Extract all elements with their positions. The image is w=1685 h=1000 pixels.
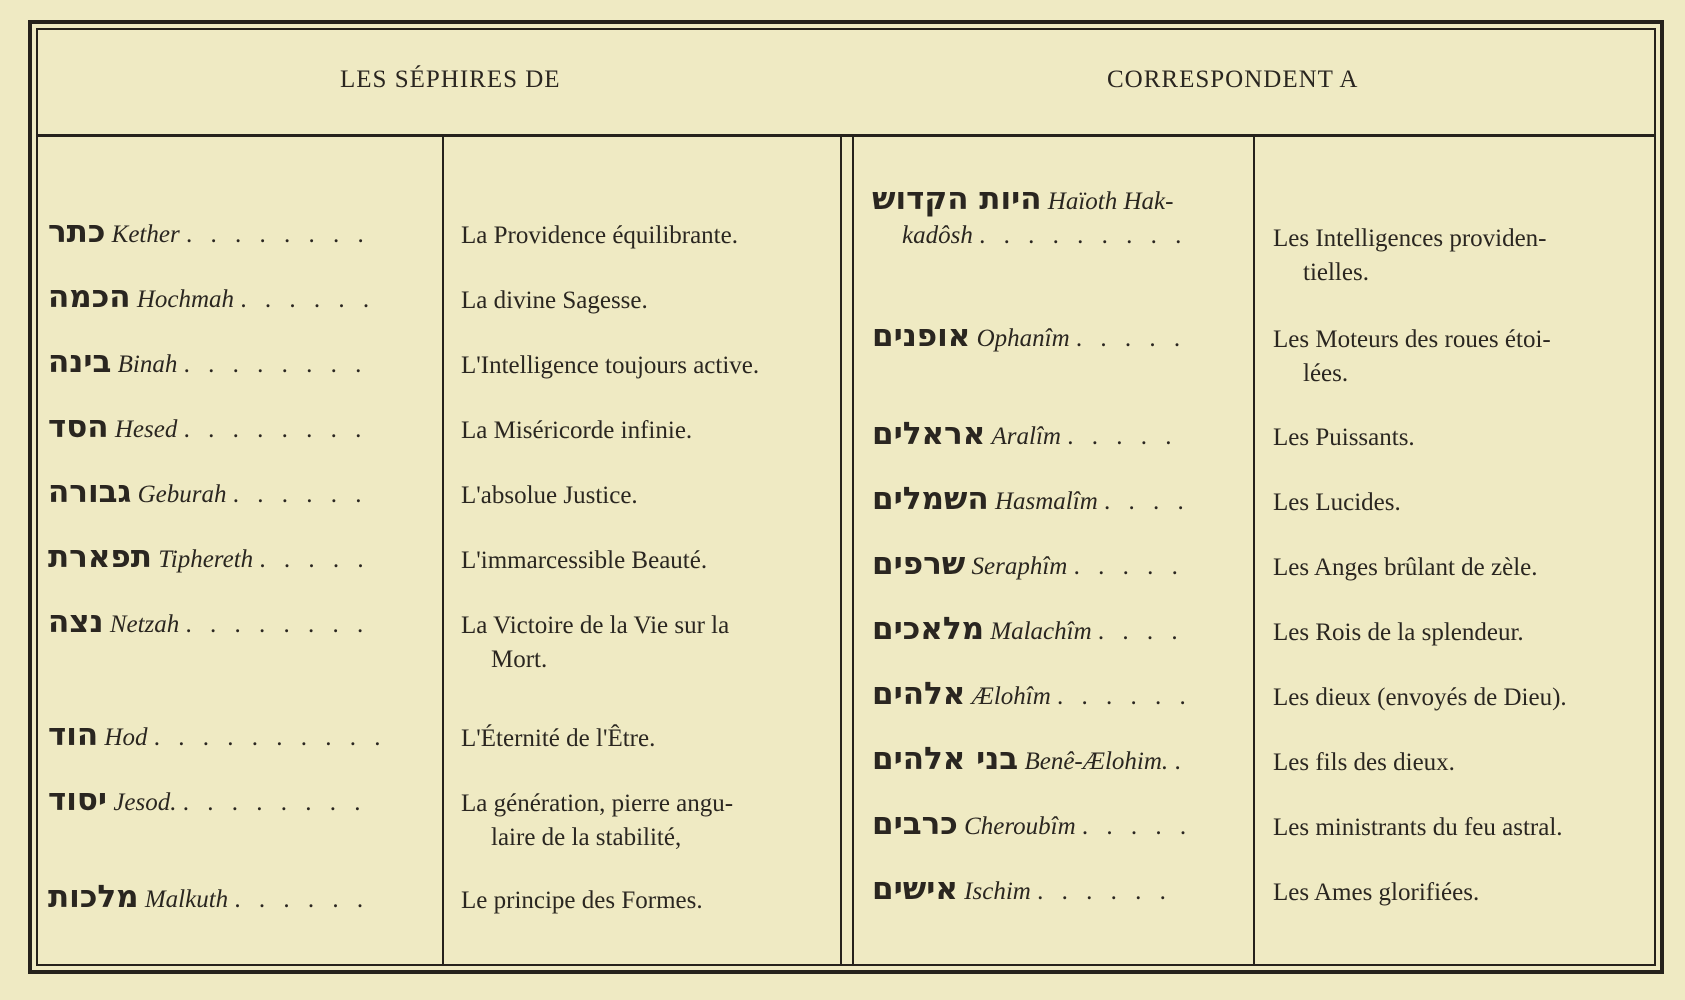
- meaning-text: Les Rois de la splendeur.: [1273, 619, 1524, 646]
- meaning-text: Les Anges brûlant de zèle.: [1273, 554, 1538, 581]
- leader-dots: . . . . .: [259, 546, 370, 573]
- order-meaning-row: [1273, 222, 1547, 290]
- order-meaning-row: [1273, 551, 1538, 585]
- header-right: CORRESPONDENT A: [1107, 66, 1359, 93]
- sephira-row: [48, 475, 368, 512]
- sephira-meaning-row: [461, 349, 759, 383]
- order-name: Cheroubîm: [964, 813, 1076, 840]
- leader-dots: . . . . . .: [232, 481, 368, 508]
- leader-dots: . . . . . . . .: [183, 416, 368, 443]
- hebrew-name: אישים: [872, 871, 958, 907]
- order-name: Malachîm: [990, 618, 1092, 645]
- order-row: [872, 417, 1177, 454]
- hebrew-name: כרבים: [872, 806, 958, 842]
- sephira-meaning-row: [461, 609, 729, 677]
- order-name: Ischim: [964, 878, 1031, 905]
- order-row: [872, 319, 1186, 356]
- meaning-text: Les Moteurs des roues étoi-: [1273, 326, 1551, 353]
- hebrew-name: הסד: [48, 409, 109, 445]
- sephira-name: Geburah: [137, 481, 227, 508]
- order-meaning-row: [1273, 616, 1524, 650]
- sephira-row: [48, 410, 367, 447]
- order-name: Hasmalîm: [994, 488, 1098, 515]
- leader-dots: . . . . . . . . . .: [153, 724, 387, 751]
- leader-dots: .: [1174, 748, 1187, 775]
- order-row: [872, 612, 1184, 649]
- sephira-meaning-row: [461, 722, 655, 756]
- meaning-text-cont: Mort.: [491, 646, 548, 673]
- hebrew-name: מלכות: [48, 879, 139, 915]
- header-divider: [38, 134, 1654, 137]
- sephira-name: Tiphereth: [158, 546, 254, 573]
- order-meaning-row: [1273, 323, 1551, 391]
- leader-dots: . . . . . .: [1057, 683, 1192, 710]
- hebrew-name: שרפים: [872, 546, 966, 582]
- leader-dots: . . . . . . . . .: [979, 222, 1188, 249]
- order-row: [872, 807, 1192, 844]
- hebrew-name: היות הקדוש: [872, 181, 1042, 217]
- leader-dots: . . . . . .: [1037, 878, 1172, 905]
- sephira-row: [48, 215, 370, 252]
- sephira-row: [48, 783, 367, 820]
- column-divider-2a: [840, 136, 842, 965]
- sephira-meaning-row: [461, 479, 638, 513]
- sephira-name: Hod: [104, 724, 148, 751]
- meaning-text: La génération, pierre angu-: [461, 790, 734, 817]
- order-meaning-row: [1273, 876, 1479, 910]
- order-name-cont: [872, 219, 1187, 253]
- order-row: [872, 547, 1184, 584]
- hebrew-name: בני אלהים: [872, 741, 1019, 777]
- leader-dots: . . . .: [1097, 618, 1184, 645]
- order-row: [872, 742, 1187, 779]
- leader-dots: . . . . .: [1067, 423, 1178, 450]
- leader-dots: . . . . . .: [234, 886, 370, 913]
- hebrew-name: הוד: [48, 717, 99, 753]
- order-name-part: kadôsh: [902, 222, 973, 249]
- leader-dots: . . . . .: [1081, 813, 1193, 840]
- meaning-text: L'Éternité de l'Être.: [461, 725, 656, 752]
- meaning-text: La Miséricorde infinie.: [461, 417, 693, 444]
- header-left: LES SÉPHIRES DE: [340, 66, 561, 93]
- sephira-name: Malkuth: [144, 886, 229, 913]
- meaning-text: La divine Sagesse.: [461, 287, 648, 314]
- order-row: [872, 482, 1190, 519]
- sephira-row: [48, 718, 386, 755]
- meaning-text-cont: laire de la stabilité,: [491, 824, 682, 851]
- meaning-text: L'immarcessible Beauté.: [461, 547, 708, 574]
- meaning-text: L'absolue Justice.: [461, 482, 638, 509]
- sephira-row: [48, 880, 369, 917]
- sephira-row: [48, 345, 367, 382]
- order-meaning-row: [1273, 421, 1415, 455]
- meaning-text-cont: tielles.: [1303, 259, 1369, 286]
- order-meaning-row: [1273, 681, 1567, 715]
- sephira-meaning-row: [461, 414, 692, 448]
- meaning-text: Les dieux (envoyés de Dieu).: [1273, 684, 1567, 711]
- leader-dots: . . . . . . . .: [185, 221, 370, 248]
- order-name: Benê-Ælohim.: [1024, 748, 1169, 775]
- sephira-name: Netzah: [109, 611, 180, 638]
- order-name: Seraphîm: [971, 553, 1068, 580]
- order-meaning-row: [1273, 746, 1455, 780]
- leader-dots: . . . . .: [1073, 553, 1184, 580]
- sephira-meaning-row: [461, 219, 738, 253]
- hebrew-name: אלהים: [872, 676, 966, 712]
- meaning-text: Les Ames glorifiées.: [1273, 879, 1480, 906]
- hebrew-name: נצה: [48, 604, 104, 640]
- order-meaning-row: [1273, 811, 1563, 845]
- hebrew-name: תפארת: [48, 539, 152, 575]
- order-name: Aralîm: [991, 423, 1061, 450]
- sephira-name: Jesod.: [113, 789, 177, 816]
- leader-dots: . . . .: [1104, 488, 1190, 515]
- column-divider-3: [1253, 136, 1255, 965]
- meaning-text: L'Intelligence toujours active.: [461, 352, 760, 379]
- hebrew-name: אראלים: [872, 416, 986, 452]
- sephira-meaning-row: [461, 884, 703, 918]
- sephira-row: [48, 540, 370, 577]
- sephira-name: Hochmah: [136, 286, 235, 313]
- hebrew-name: בינה: [48, 344, 112, 380]
- sephira-meaning-row: [461, 284, 648, 318]
- order-name: Ophanîm: [976, 325, 1070, 352]
- order-name: Haïoth Hak-: [1047, 188, 1174, 215]
- sephira-meaning-row: [461, 544, 707, 578]
- order-meaning-row: [1273, 486, 1401, 520]
- meaning-text: La Providence équilibrante.: [461, 222, 738, 249]
- sephira-row: [48, 280, 375, 317]
- sephira-meaning-row: [461, 787, 733, 855]
- leader-dots: . . . . . . . .: [185, 611, 370, 638]
- meaning-text: Le principe des Formes.: [461, 887, 703, 914]
- order-row: [872, 872, 1172, 909]
- meaning-text: Les ministrants du feu astral.: [1273, 814, 1563, 841]
- column-divider-2b: [852, 136, 854, 965]
- leader-dots: . . . . . .: [240, 286, 376, 313]
- sephira-name: Kether: [111, 221, 180, 248]
- order-row: [872, 677, 1192, 714]
- hebrew-name: השמלים: [872, 481, 989, 517]
- hebrew-name: גבורה: [48, 474, 132, 510]
- meaning-text: Les Lucides.: [1273, 489, 1401, 516]
- leader-dots: . . . . . . . .: [182, 789, 367, 816]
- hebrew-name: הכמה: [48, 279, 131, 315]
- meaning-text: Les Intelligences providen-: [1273, 225, 1547, 252]
- sephira-name: Binah: [117, 351, 178, 378]
- meaning-text: La Victoire de la Vie sur la: [461, 612, 730, 639]
- hebrew-name: אופנים: [872, 318, 971, 354]
- order-name: Ælohîm: [971, 683, 1051, 710]
- meaning-text-cont: lées.: [1303, 360, 1349, 387]
- hebrew-name: מלאכים: [872, 611, 985, 647]
- meaning-text: Les Puissants.: [1273, 424, 1415, 451]
- meaning-text: Les fils des dieux.: [1273, 749, 1455, 776]
- sephira-row: [48, 605, 369, 642]
- leader-dots: . . . . .: [1075, 325, 1187, 352]
- hebrew-name: יסוד: [48, 782, 108, 818]
- order-row: [872, 182, 1187, 253]
- hebrew-name: כתר: [48, 214, 106, 250]
- sephira-name: Hesed: [114, 416, 178, 443]
- column-divider-1: [442, 136, 444, 965]
- leader-dots: . . . . . . . .: [183, 351, 368, 378]
